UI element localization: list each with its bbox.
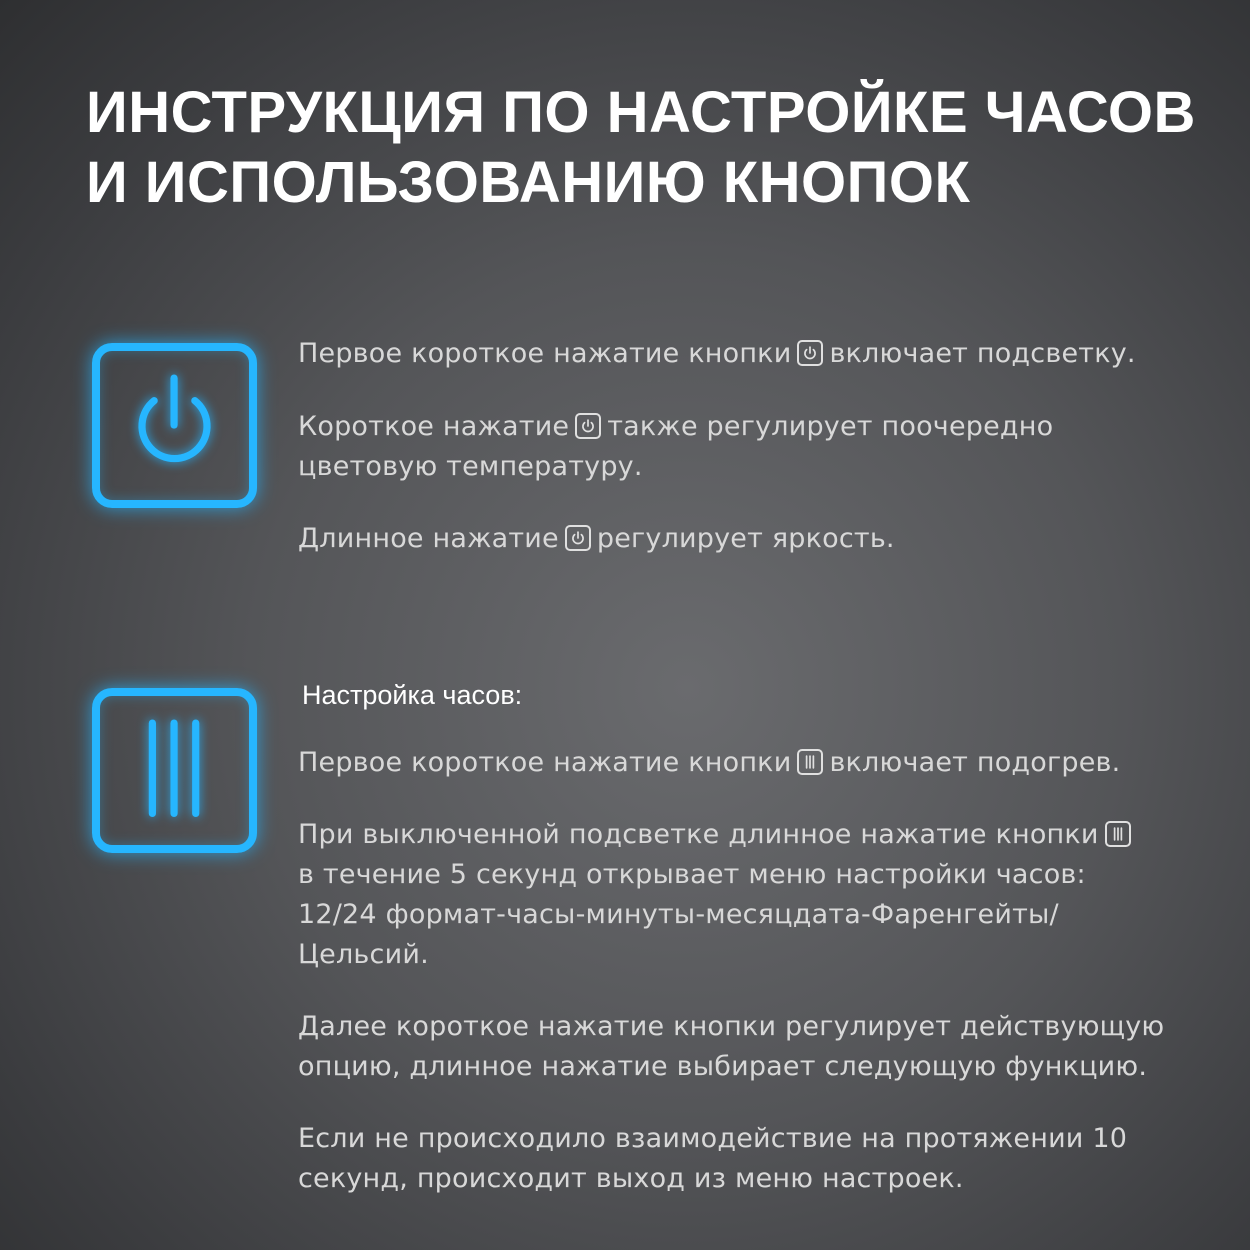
power-instruction-3: Длинное нажатие регулирует яркость.	[298, 523, 895, 554]
mini-power-icon	[797, 340, 823, 366]
mini-power-icon	[575, 413, 601, 439]
page-title	[86, 78, 1196, 218]
power-button-icon	[92, 343, 257, 508]
title-line-1: ИНСТРУКЦИЯ ПО НАСТРОЙКЕ ЧАСОВ	[86, 80, 1196, 145]
heater-button-icon	[92, 688, 257, 853]
clock-instruction-1: Первое короткое нажатие кнопки включает подогрев.	[298, 747, 1121, 778]
clock-settings-heading: Настройка часов:	[302, 680, 523, 710]
heater-bars-icon	[100, 696, 249, 845]
mini-power-icon	[565, 525, 591, 551]
power-icon	[100, 351, 249, 500]
title-line-2: И ИСПОЛЬЗОВАНИЮ КНОПОК	[86, 150, 971, 215]
clock-instruction-2: При выключенной подсветке длинное нажатие кнопки в течение 5 секунд открывает меню настройки часов: 12/24 формат-часы-минуты-месяцдата-Фаренгейты/ Цельсий.	[298, 815, 1137, 975]
power-instruction-2: Короткое нажатие также регулирует поочередно цветовую температуру.	[298, 411, 1054, 482]
power-instruction-1: Первое короткое нажатие кнопки включает подсветку.	[298, 338, 1136, 369]
mini-heater-icon	[797, 749, 823, 775]
clock-instruction-4: Если не происходило взаимодействие на протяжении 10 секунд, происходит выход из меню настроек.	[298, 1123, 1128, 1194]
mini-heater-icon	[1105, 821, 1131, 847]
clock-instruction-3: Далее короткое нажатие кнопки регулирует действующую опцию, длинное нажатие выбирает следующую функцию.	[298, 1011, 1165, 1082]
